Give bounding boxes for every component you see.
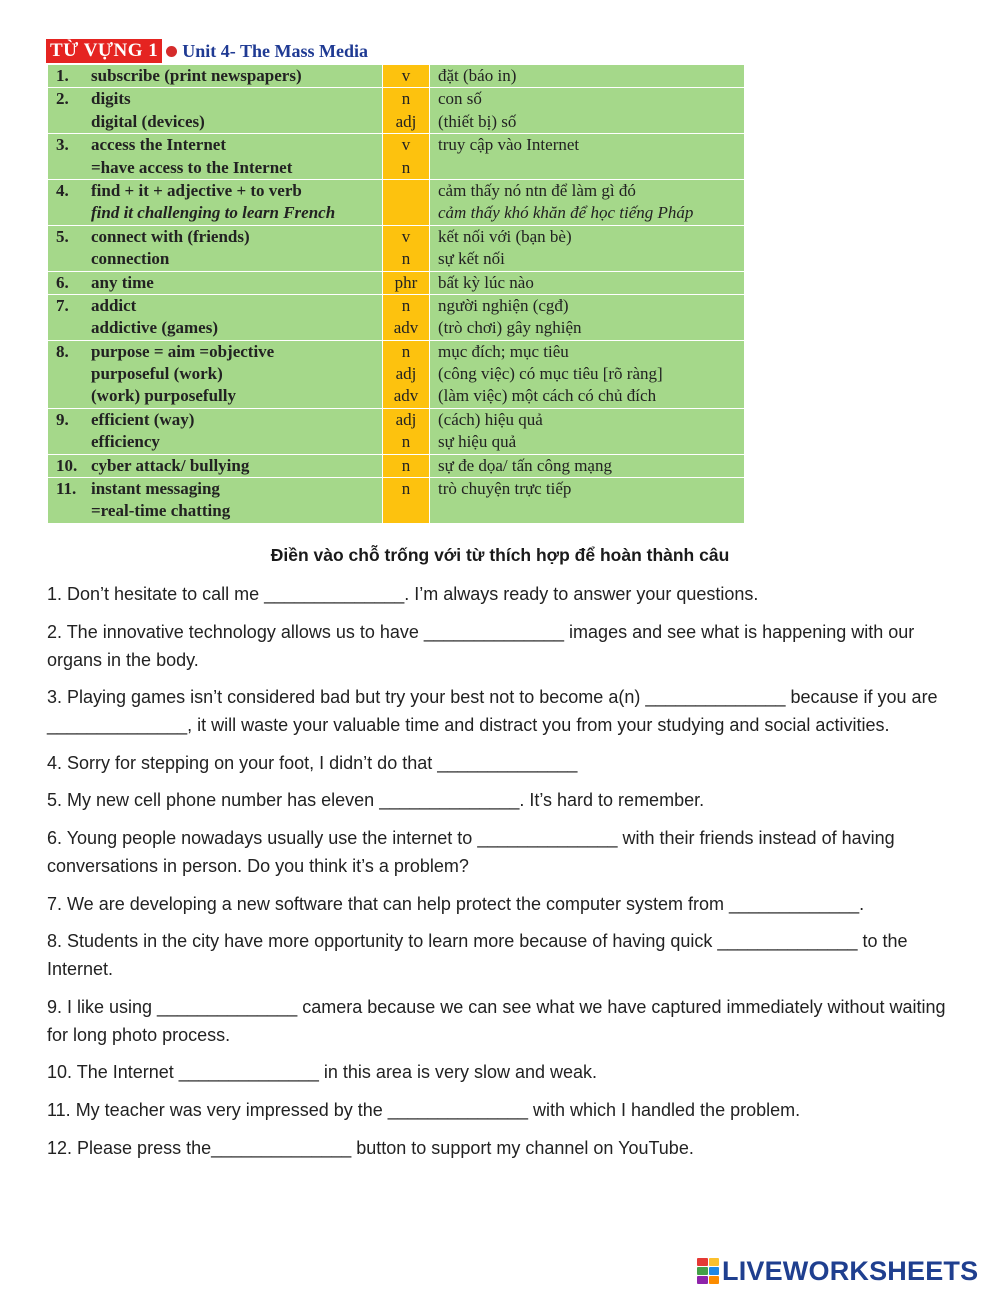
vocab-number: 10.: [56, 455, 78, 475]
vocab-pos: n: [401, 432, 411, 452]
vocab-meaning: cảm thấy khó khăn để học tiếng Pháp: [438, 203, 694, 223]
vocab-term-text: subscribe (print newspapers): [91, 66, 302, 85]
vocab-term-cell: [48, 179, 383, 225]
vocab-meaning: truy cập vào Internet: [438, 135, 580, 155]
vocab-term: [48, 157, 382, 179]
vocab-term-text: connect with (friends): [91, 226, 250, 246]
vocab-row: [48, 179, 745, 225]
vocab-meaning: kết nối với (bạn bè): [438, 226, 572, 246]
vocab-pos-cell: [383, 134, 430, 180]
vocab-pos-cell: [383, 408, 430, 454]
vocab-meaning: sự kết nối: [438, 249, 505, 269]
vocab-term-text: purposeful (work): [91, 364, 223, 384]
vocab-row: [48, 340, 745, 408]
vocab-pos: n: [401, 89, 411, 109]
vocab-term-text: =have access to the Internet: [91, 157, 293, 177]
vocab-number: 7.: [56, 295, 69, 315]
vocab-term: [48, 500, 382, 522]
vocab-header: [46, 38, 368, 64]
vocab-term-cell: [48, 294, 383, 340]
vocab-term-cell: [48, 65, 383, 88]
vocab-term: [48, 363, 382, 385]
vocab-row: [48, 225, 745, 271]
logo-icon-square: [697, 1276, 708, 1284]
vocab-pos: [383, 500, 429, 522]
vocab-term-text: find it challenging to learn French: [91, 203, 336, 223]
vocab-meaning: cảm thấy nó ntn để làm gì đó: [438, 180, 636, 200]
vocab-pos: v: [401, 66, 411, 85]
question-item: 10. The Internet ______________ in this area is very slow and weak.: [47, 1062, 598, 1083]
vocab-meaning: con số: [438, 89, 482, 109]
vocab-number: 1.: [56, 66, 69, 85]
vocab-row: [48, 454, 745, 477]
vocab-meaning: người nghiện (cgđ): [438, 295, 569, 315]
vocab-meaning: sự đe dọa/ tấn công mạng: [438, 455, 612, 475]
vocab-term: [48, 409, 382, 431]
vocab-row: [48, 408, 745, 454]
vocab-meaning: (cách) hiệu quả: [438, 409, 543, 429]
vocab-term-text: (work) purposefully: [91, 386, 236, 406]
vocab-term: [48, 111, 382, 133]
liveworksheets-logo-icon: [697, 1258, 719, 1284]
vocab-pos: adv: [393, 386, 419, 406]
vocab-pos: adj: [395, 364, 417, 384]
vocab-term-text: find + it + adjective + to verb: [91, 180, 302, 200]
question-item: 9. I like using ______________ camera because we can see what we have captured immediately without waiting for long photo process.: [47, 996, 946, 1045]
vocab-term: [48, 226, 382, 248]
vocab-pos: adv: [393, 318, 419, 338]
question-item: 7. We are developing a new software that can help protect the computer system from _____________.: [47, 893, 865, 914]
vocab-term: [48, 317, 382, 339]
vocab-meaning-cell: [430, 340, 745, 408]
vocab-term-text: instant messaging: [91, 479, 220, 499]
vocab-term: [48, 134, 382, 156]
vocab-term: [48, 202, 382, 224]
unit-title: Unit 4- The Mass Media: [182, 40, 368, 61]
question-item: 3. Playing games isn’t considered bad but try your best not to become a(n) ______________ because if you are ______________, it will waste your valuable time and distract you from your studying and social activities.: [47, 687, 938, 736]
vocab-term-text: access the Internet: [91, 135, 227, 155]
vocab-row: [48, 134, 745, 180]
vocab-term-cell: [48, 340, 383, 408]
vocab-term: [48, 295, 382, 317]
vocab-number: 9.: [56, 409, 69, 429]
vocab-term: [48, 478, 382, 500]
logo-icon-square: [709, 1276, 720, 1284]
vocab-pos: n: [401, 455, 411, 475]
vocab-term-cell: [48, 225, 383, 271]
vocab-term: [48, 65, 382, 87]
vocab-pos-cell: [383, 88, 430, 134]
vocab-pos-cell: [383, 294, 430, 340]
vocab-term: [48, 431, 382, 453]
vocab-pos: n: [401, 341, 411, 361]
vocab-pos: v: [401, 226, 411, 246]
vocab-pos: n: [401, 157, 411, 177]
vocab-term-text: digits: [91, 89, 131, 109]
vocab-number: 11.: [56, 479, 77, 499]
vocab-meaning: (thiết bị) số: [438, 111, 517, 131]
question-item: 4. Sorry for stepping on your foot, I didn’t do that ______________: [47, 752, 578, 773]
question-item: 1. Don’t hesitate to call me ______________. I’m always ready to answer your questions.: [47, 584, 759, 604]
vocab-row: [48, 478, 745, 524]
vocab-number: 4.: [56, 180, 69, 200]
vocab-meaning: (công việc) có mục tiêu [rõ ràng]: [438, 364, 663, 384]
vocab-term: [48, 385, 382, 407]
vocab-term-text: digital (devices): [91, 111, 205, 131]
vocab-meaning: sự hiệu quả: [438, 432, 517, 452]
vocab-row: [48, 88, 745, 134]
logo-icon-square: [697, 1258, 708, 1266]
vocab-pos-cell: [383, 340, 430, 408]
vocab-term-text: purpose = aim =objective: [91, 341, 275, 361]
vocab-pos: [383, 180, 429, 202]
vocab-meaning-cell: [430, 271, 745, 294]
question-item: 5. My new cell phone number has eleven ______________. It’s hard to remember.: [47, 790, 705, 811]
bullet-dot-icon: [166, 46, 177, 57]
vocab-term-text: efficiency: [91, 432, 160, 452]
vocab-meaning-cell: [430, 65, 745, 88]
vocab-row: [48, 65, 745, 88]
vocab-pos: adj: [395, 409, 417, 429]
question-item: 11. My teacher was very impressed by the ______________ with which I handled the problem.: [47, 1099, 801, 1120]
vocab-meaning-cell: [430, 408, 745, 454]
vocab-pos: [383, 202, 429, 224]
question-item: 8. Students in the city have more opportunity to learn more because of having quick ______________ to the Internet.: [47, 931, 908, 980]
vocab-term: [48, 248, 382, 270]
vocab-meaning: (trò chơi) gây nghiện: [438, 318, 582, 338]
vocab-meaning-cell: [430, 225, 745, 271]
vocab-term: [48, 455, 382, 477]
vocab-term: [48, 341, 382, 363]
vocab-meaning: mục đích; mục tiêu: [438, 341, 569, 361]
vocab-row: [48, 294, 745, 340]
vocab-pos-cell: [383, 478, 430, 524]
vocab-pos: n: [401, 249, 411, 269]
vocab-pos: phr: [394, 272, 418, 292]
question-item: 2. The innovative technology allows us to have ______________ images and see what is happening with our organs in the body.: [47, 621, 915, 670]
vocab-number: 5.: [56, 226, 69, 246]
vocab-term-cell: [48, 134, 383, 180]
vocab-pos-cell: [383, 65, 430, 88]
vocab-meaning: trò chuyện trực tiếp: [438, 479, 572, 499]
vocab-term-text: =real-time chatting: [91, 501, 231, 521]
vocab-meaning-cell: [430, 134, 745, 180]
vocab-pos: adj: [395, 111, 417, 131]
vocab-meaning-cell: [430, 179, 745, 225]
logo-icon-square: [697, 1267, 708, 1275]
question-item: 12. Please press the______________ button to support my channel on YouTube.: [47, 1137, 694, 1158]
vocab-table: [47, 64, 745, 524]
vocab-term-text: cyber attack/ bullying: [91, 455, 250, 475]
vocab-pos-cell: [383, 225, 430, 271]
vocab-term-text: efficient (way): [91, 409, 195, 429]
vocab-meaning: [430, 157, 744, 179]
logo-text: LIVEWORKSHEETS: [722, 1255, 979, 1286]
vocab-pos: v: [401, 135, 411, 155]
vocab-pos: n: [401, 295, 411, 315]
vocab-term-cell: [48, 88, 383, 134]
vocab-number: 2.: [56, 89, 69, 109]
question-list: [47, 580, 947, 1171]
vocab-term-cell: [48, 271, 383, 294]
vocab-meaning-cell: [430, 478, 745, 524]
instructions-heading: Điền vào chỗ trống với từ thích hợp để hoàn thành câu: [270, 545, 730, 565]
vocab-meaning: bất kỳ lúc nào: [438, 272, 534, 292]
logo-icon-square: [709, 1258, 720, 1266]
vocab-pos-cell: [383, 271, 430, 294]
vocab-term-cell: [48, 454, 383, 477]
vocab-badge: TỪ VỰNG 1: [46, 39, 162, 63]
vocab-meaning-cell: [430, 454, 745, 477]
vocab-term-text: addict: [91, 295, 137, 315]
liveworksheets-logo: [697, 1256, 978, 1286]
vocab-pos-cell: [383, 454, 430, 477]
vocab-term-cell: [48, 408, 383, 454]
question-item: 6. Young people nowadays usually use the internet to ______________ with their friends instead of having conversations in person. Do you think it’s a problem?: [47, 827, 895, 876]
vocab-term: [48, 272, 382, 294]
vocab-pos: n: [401, 479, 411, 499]
vocab-number: 3.: [56, 135, 69, 155]
vocab-term-text: any time: [91, 272, 154, 292]
vocab-meaning-cell: [430, 294, 745, 340]
vocab-pos-cell: [383, 179, 430, 225]
vocab-term: [48, 180, 382, 202]
vocab-meaning: [430, 500, 744, 522]
vocab-term-cell: [48, 478, 383, 524]
vocab-term-text: addictive (games): [91, 318, 219, 338]
vocab-number: 6.: [56, 272, 69, 292]
vocab-term: [48, 88, 382, 110]
vocab-meaning: đặt (báo in): [438, 66, 517, 85]
vocab-number: 8.: [56, 341, 69, 361]
vocab-meaning: (làm việc) một cách có chủ đích: [438, 386, 657, 406]
vocab-meaning-cell: [430, 88, 745, 134]
logo-icon-square: [709, 1267, 720, 1275]
vocab-row: [48, 271, 745, 294]
vocab-term-text: connection: [91, 249, 170, 269]
